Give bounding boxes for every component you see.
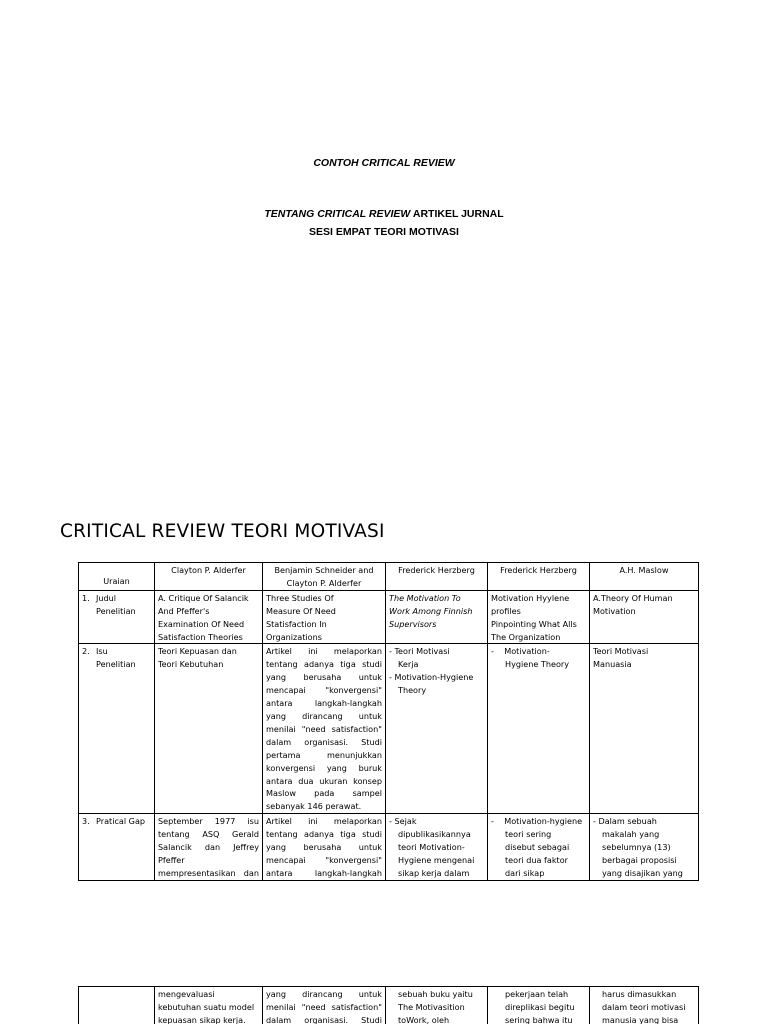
document-title: CONTOH CRITICAL REVIEW xyxy=(313,157,455,169)
cell: sebuah buku yaitu The Motivasition toWork, oleh xyxy=(386,987,488,1024)
cell: The Motivation To Work Among Finnish Supervisors xyxy=(386,590,488,644)
cell: yang dirancang untuk menilai "need satisfaction" dalam organisasi. Studi xyxy=(263,987,386,1024)
cell: - Sejak dipublikasikannya teori Motivation- Hygiene mengenai sikap kerja dalam xyxy=(386,814,488,881)
table-row xyxy=(79,644,699,814)
review-table-continued xyxy=(78,986,699,1024)
cell: mengevaluasi kebutuhan suatu model kepuasan sikap kerja. xyxy=(155,987,263,1024)
header-col-1: Clayton P. Alderfer xyxy=(155,563,263,591)
section-heading: CRITICAL REVIEW TEORI MOTIVASI xyxy=(60,521,385,542)
cell: Teori Motivasi Manuasia xyxy=(590,644,699,814)
row-label: 1. Judul Penelitian xyxy=(79,590,155,644)
cell: Artikel ini melaporkan tentang adanya tiga studi yang berusaha untuk mencapai "konvergensi" antara langkah-langkah xyxy=(263,814,386,881)
cell: Artikel ini melaporkan tentang adanya tiga studi yang berusaha untuk mencapai "konvergensi" antara langkah-langkah yang dirancang untuk menilai "need satisfaction" dalam organisasi. Studi pertama menunjukkan konvergensi yang buruk antara dua ukuran konsep Maslow pada sampel sebanyak 146 perawat. xyxy=(263,644,386,814)
header-col-3: Frederick Herzberg xyxy=(386,563,488,591)
cell: - Teori Motivasi Kerja - Motivation-Hygiene Theory xyxy=(386,644,488,814)
cell: pekerjaan telah direplikasi begitu sering bahwa itu xyxy=(488,987,590,1024)
table-header-row xyxy=(79,563,699,591)
cell: September 1977 isu tentang ASQ Gerald Salancik dan Jeffrey Pfeffer mempresentasikan dan xyxy=(155,814,263,881)
row-label: 2. Isu Penelitian xyxy=(79,644,155,814)
header-col-4: Frederick Herzberg xyxy=(488,563,590,591)
table-row xyxy=(79,987,699,1024)
cell: A.Theory Of Human Motivation xyxy=(590,590,699,644)
cell: - Motivation- Hygiene Theory xyxy=(488,644,590,814)
session-title: SESI EMPAT TEORI MOTIVASI xyxy=(309,226,459,238)
cell: Three Studies Of Measure Of Need Statisfaction In Organizations xyxy=(263,590,386,644)
row-label xyxy=(79,987,155,1024)
cell: - Motivation-hygiene teori sering disebut sebagai teori dua faktor dari sikap xyxy=(488,814,590,881)
table-row xyxy=(79,590,699,644)
cell: Motivation Hyylene profiles Pinpointing What Alls The Organization xyxy=(488,590,590,644)
cell: harus dimasukkan dalam teori motivasi manusia yang bisa xyxy=(590,987,699,1024)
header-col-2: Benjamin Schneider and Clayton P. Alderfer xyxy=(263,563,386,591)
header-col-5: A.H. Maslow xyxy=(590,563,699,591)
cell: Teori Kepuasan dan Teori Kebutuhan xyxy=(155,644,263,814)
header-uraian: Uraian xyxy=(79,563,155,591)
document-subtitle: TENTANG CRITICAL REVIEW ARTIKEL JURNAL xyxy=(264,208,504,220)
cell: A. Critique Of Salancik And Pfeffer's Examination Of Need Satisfaction Theories xyxy=(155,590,263,644)
row-label: 3. Pratical Gap xyxy=(79,814,155,881)
cell: - Dalam sebuah makalah yang sebelumnya (13) berbagai proposisi yang disajikan yang xyxy=(590,814,699,881)
table-row xyxy=(79,814,699,881)
review-table xyxy=(78,562,699,881)
